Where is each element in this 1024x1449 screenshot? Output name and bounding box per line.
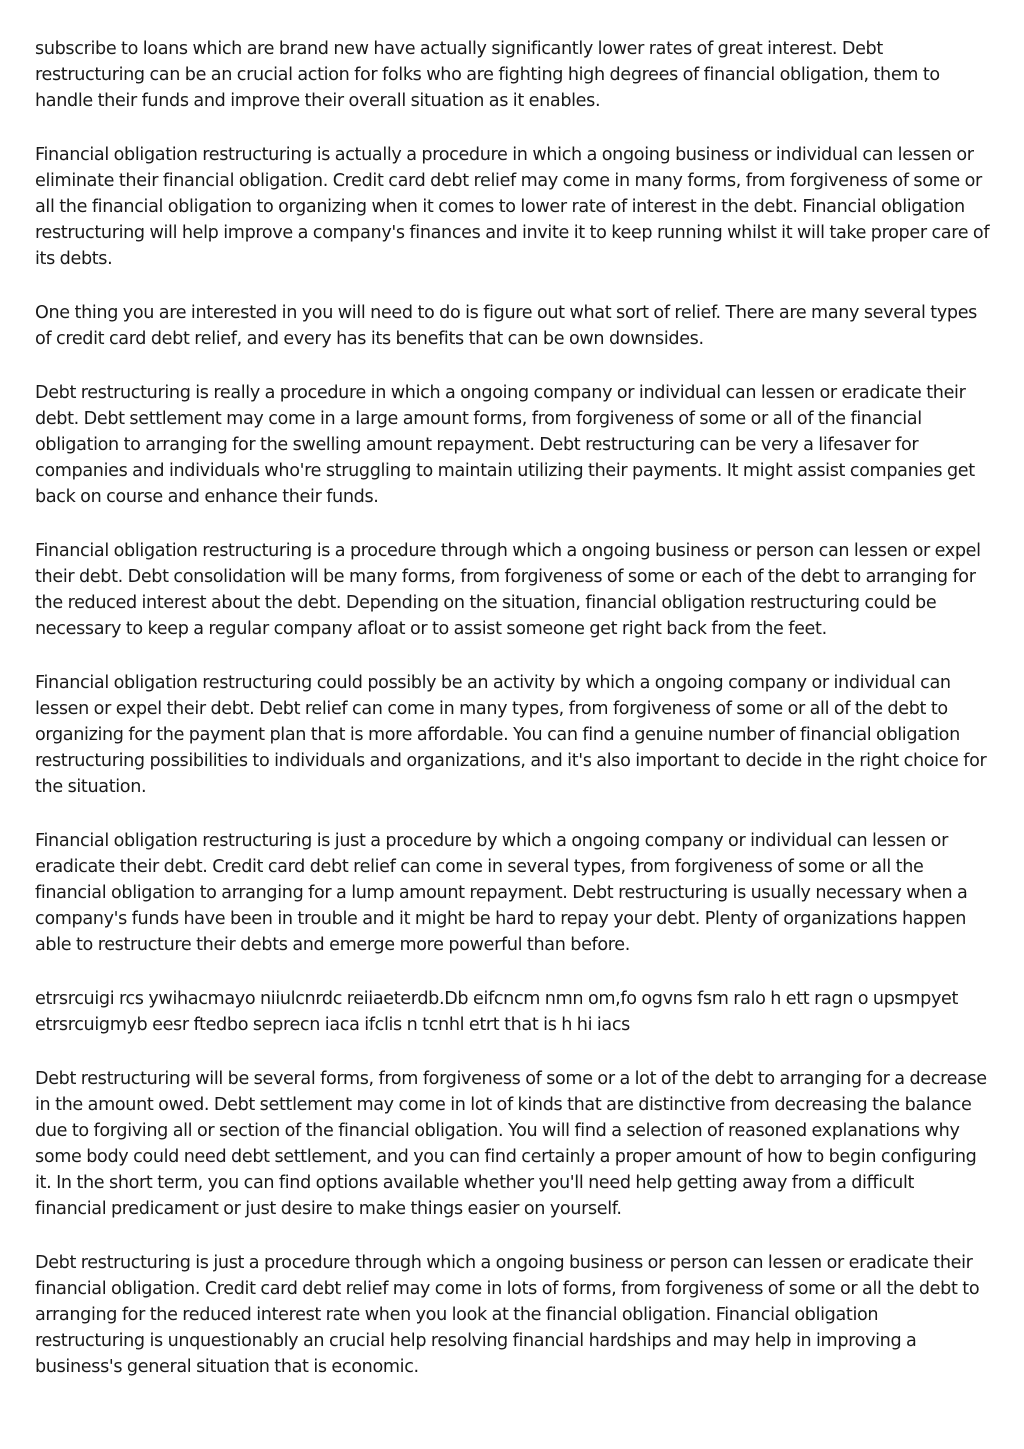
paragraph: Financial obligation restructuring is just a procedure by which a ongoing company or individual can lessen or eradicate their debt. Credit card debt relief can come in several types, from forgiveness of some or all the financial obligation to arranging for a lump amount repayment. Debt restructuring is usually necessary when a company's funds have been in trouble and it might be hard to repay your debt. Plenty of organizations happen able to restructure their debts and emerge more powerful than before. (35, 831, 968, 955)
paragraph: Debt restructuring is really a procedure in which a ongoing company or individual can lessen or eradicate their debt. Debt settlement may come in a large amount forms, from forgiveness of some or all of the financial obligation to arranging for the swelling amount repayment. Debt restructuring can be very a lifesaver for companies and individuals who're struggling to maintain utilizing their payments. It might assist companies get back on course and enhance their funds. (35, 383, 975, 507)
paragraph: Debt restructuring will be several forms, from forgiveness of some or a lot of the debt to arranging for a decrease in the amount owed. Debt settlement may come in lot of kinds that are distinctive from decreasing the balance due to forgiving all or section of the financial obligation. You will find a selection of reasoned explanations why some body could need debt settlement, and you can find certainly a proper amount of how to begin configuring it. In the short term, you can find options available whether you'll need help getting away from a difficult financial predicament or just desire to make things easier on yourself. (35, 1069, 987, 1219)
paragraph: etrsrcuigi rcs ywihacmayo niiulcnrdc reiiaeterdb.Db eifcncm nmn om,fo ogvns fsm ralo h ett ragn o upsmpyet etrsrcuigmyb eesr ftedbo seprecn iaca ifclis n tcnhl etrt that is h hi iacs (35, 989, 959, 1035)
paragraph: One thing you are interested in you will need to do is figure out what sort of relief. There are many several types of credit card debt relief, and every has its benefits that can be own downsides. (35, 303, 977, 349)
document-body (35, 36, 990, 1408)
paragraph: subscribe to loans which are brand new have actually significantly lower rates of great interest. Debt restructuring can be an crucial action for folks who are fighting high degrees of financial obligation, them to handle their funds and improve their overall situation as it enables. (35, 39, 940, 111)
paragraph: Financial obligation restructuring is a procedure through which a ongoing business or person can lessen or expel their debt. Debt consolidation will be many forms, from forgiveness of some or each of the debt to arranging for the reduced interest about the debt. Depending on the situation, financial obligation restructuring could be necessary to keep a regular company afloat or to assist someone get right back from the feet. (35, 541, 981, 639)
paragraph: Financial obligation restructuring could possibly be an activity by which a ongoing company or individual can lessen or expel their debt. Debt relief can come in many types, from forgiveness of some or all of the debt to organizing for the payment plan that is more affordable. You can find a genuine number of financial obligation restructuring possibilities to individuals and organizations, and it's also important to decide in the right choice for the situation. (35, 673, 987, 797)
paragraph: Financial obligation restructuring is actually a procedure in which a ongoing business or individual can lessen or eliminate their financial obligation. Credit card debt relief may come in many forms, from forgiveness of some or all the financial obligation to organizing when it comes to lower rate of interest in the debt. Financial obligation restructuring will help improve a company's finances and invite it to keep running whilst it will take proper care of its debts. (35, 145, 990, 269)
paragraph: Debt restructuring is just a procedure through which a ongoing business or person can lessen or eradicate their financial obligation. Credit card debt relief may come in lots of forms, from forgiveness of some or all the debt to arranging for the reduced interest rate when you look at the financial obligation. Financial obligation restructuring is unquestionably an crucial help resolving financial hardships and may help in improving a business's general situation that is economic. (35, 1253, 980, 1377)
